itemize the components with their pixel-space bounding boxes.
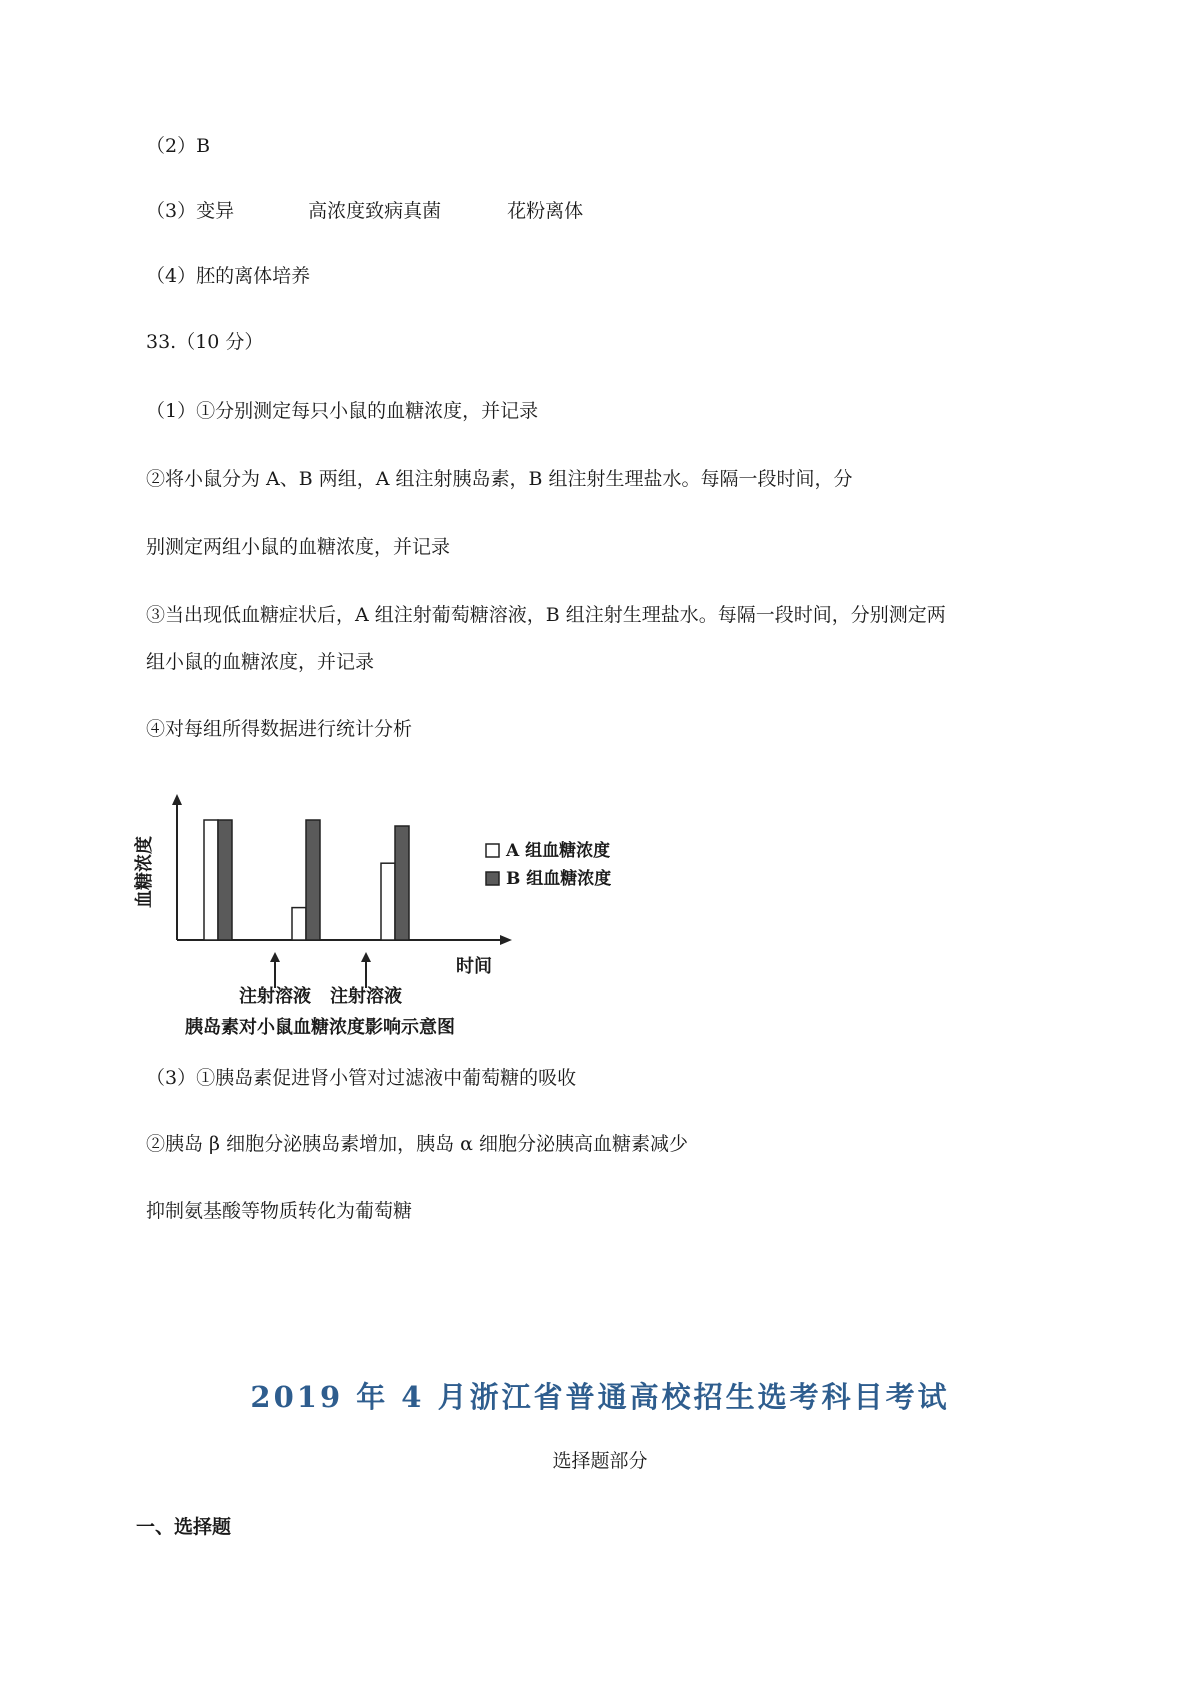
chart-caption: 胰岛素对小鼠血糖浓度影响示意图	[185, 1017, 455, 1038]
answer-q2: （2）B	[146, 135, 211, 157]
answer-q4: （4）胚的离体培养	[146, 265, 311, 287]
bar-series-b-group-3	[395, 826, 409, 940]
q33-part-3-item-1: （3）①胰岛素促进肾小管对过滤液中葡萄糖的吸收	[146, 1067, 577, 1089]
y-axis-arrow-icon	[172, 794, 182, 805]
injection-label-1: 注射溶液	[239, 986, 311, 1007]
q33-part-3-item-2: ②胰岛 β 细胞分泌胰岛素增加，胰岛 α 细胞分泌胰高血糖素减少	[146, 1133, 688, 1155]
answer-q3-item2: 高浓度致病真菌	[308, 200, 442, 222]
q33-step-2-line-2: 别测定两组小鼠的血糖浓度，并记录	[146, 536, 451, 558]
answer-q3-label: （3）变异	[146, 200, 235, 222]
x-axis-arrow-icon	[500, 935, 512, 945]
part-heading: 一、选择题	[136, 1516, 232, 1538]
bar-series-a-group-3	[381, 863, 395, 940]
bar-series-a-group-1	[204, 820, 218, 940]
exam-title: 2019 年 4 月浙江省普通高校招生选考科目考试	[250, 1380, 950, 1414]
bar-series-a-group-2	[292, 908, 306, 940]
injection-arrow-2-icon	[361, 952, 371, 962]
q33-step-1: （1）①分别测定每只小鼠的血糖浓度，并记录	[146, 400, 539, 422]
section-title: 选择题部分	[552, 1450, 648, 1472]
bar-series-b-group-1	[218, 820, 232, 940]
legend-a-label: A 组血糖浓度	[506, 841, 611, 861]
legend-b-swatch	[486, 872, 499, 885]
injection-arrow-1-icon	[270, 952, 280, 962]
answer-q3	[146, 199, 583, 223]
chart-xlabel: 时间	[456, 956, 492, 977]
insulin-blood-glucose-chart	[130, 790, 690, 1040]
legend-b-label: B 组血糖浓度	[506, 869, 612, 889]
bar-series-b-group-2	[306, 820, 320, 940]
chart-ylabel: 血糖浓度	[134, 836, 155, 908]
q33-step-3-line-1: ③当出现低血糖症状后，A 组注射葡萄糖溶液，B 组注射生理盐水。每隔一段时间，分别测定两	[146, 604, 946, 626]
q33-step-3-line-2: 组小鼠的血糖浓度，并记录	[146, 651, 375, 673]
injection-label-2: 注射溶液	[330, 986, 402, 1007]
q33-part-3-item-3: 抑制氨基酸等物质转化为葡萄糖	[146, 1200, 413, 1222]
answer-q3-item3: 花粉离体	[507, 200, 584, 222]
legend-a-swatch	[486, 844, 499, 857]
q33-step-4: ④对每组所得数据进行统计分析	[146, 718, 413, 740]
question-33-header: 33.（10 分）	[146, 331, 264, 353]
q33-step-2-line-1: ②将小鼠分为 A、B 两组，A 组注射胰岛素，B 组注射生理盐水。每隔一段时间，分	[146, 468, 853, 490]
